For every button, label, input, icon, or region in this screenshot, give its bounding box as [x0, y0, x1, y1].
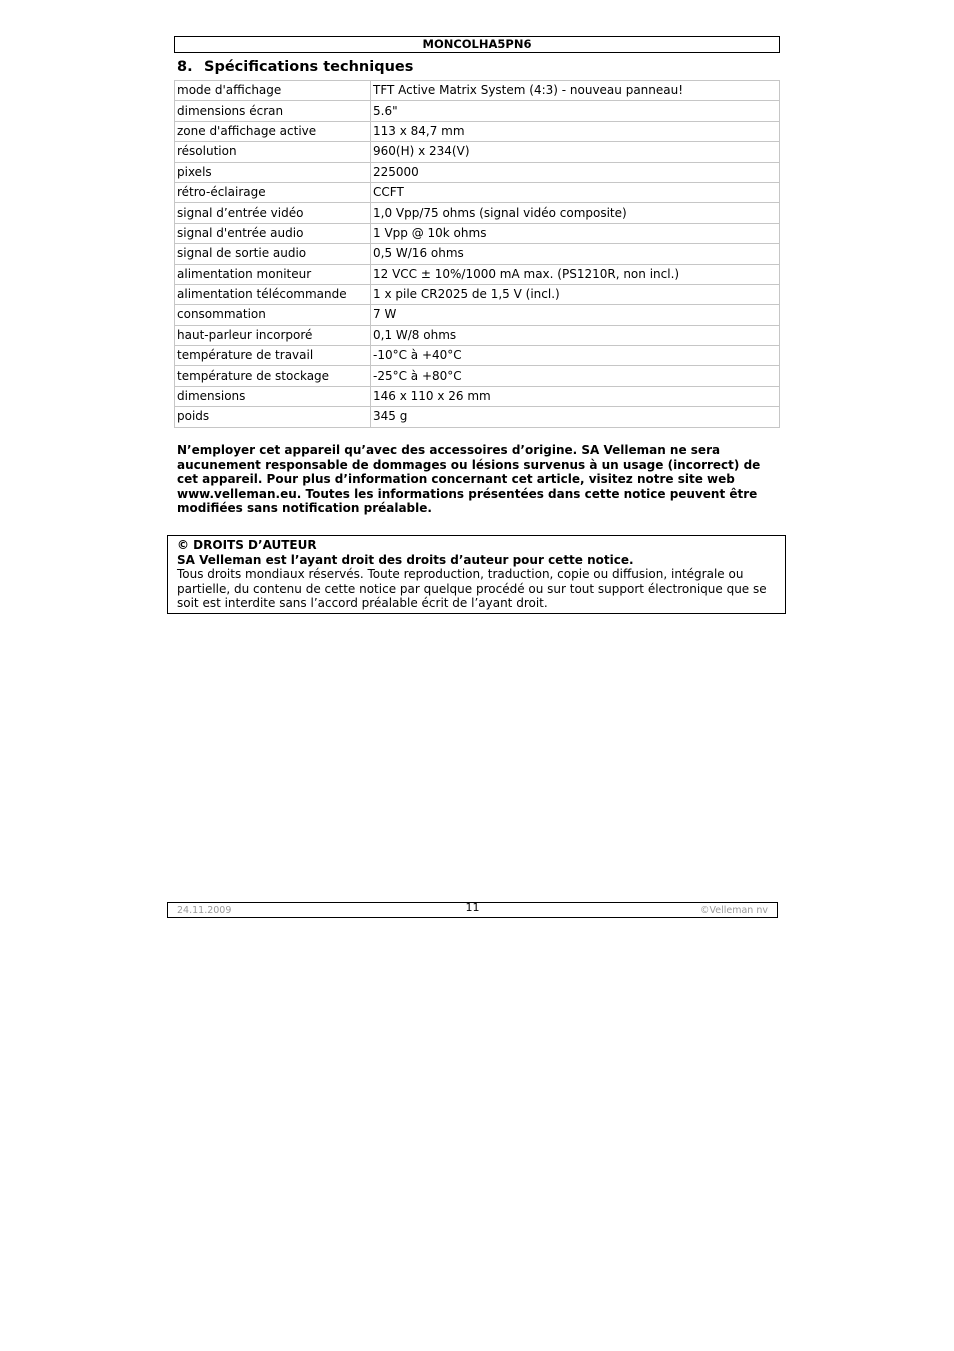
spec-value: 12 VCC ± 10%/1000 mA max. (PS1210R, non incl.): [371, 264, 780, 284]
copyright-line: Tous droits mondiaux réservés. Toute reproduction, traduction, copie ou diffusion, intégrale ou: [177, 567, 744, 582]
spec-row: [175, 325, 780, 345]
spec-label: température de travail: [175, 346, 371, 366]
spec-row: [175, 346, 780, 366]
disclaimer-paragraph: [177, 443, 772, 516]
copyright-line: soit est interdite sans l’accord préalable écrit de l’ayant droit.: [177, 596, 548, 611]
spec-label: résolution: [175, 142, 371, 162]
footer-brand: ©Velleman nv: [700, 905, 768, 916]
spec-row: [175, 244, 780, 264]
model-header: [174, 36, 780, 53]
section-title: [177, 57, 413, 77]
spec-row: [175, 366, 780, 386]
spec-row: [175, 284, 780, 304]
spec-value: 345 g: [371, 407, 780, 427]
spec-label: rétro-éclairage: [175, 182, 371, 202]
copyright-heading: © DROITS D’AUTEUR: [177, 538, 317, 552]
specifications-table: [174, 80, 780, 428]
disclaimer-line: cet appareil. Pour plus d’information concernant cet article, visitez notre site web: [177, 472, 735, 487]
spec-label: poids: [175, 407, 371, 427]
spec-row: [175, 407, 780, 427]
spec-value: 0,1 W/8 ohms: [371, 325, 780, 345]
spec-row: [175, 101, 780, 121]
disclaimer-line: www.velleman.eu. Toutes les informations présentées dans cette notice peuvent être: [177, 486, 758, 501]
spec-value: 1,0 Vpp/75 ohms (signal vidéo composite): [371, 203, 780, 223]
spec-row: [175, 264, 780, 284]
spec-value: 225000: [371, 162, 780, 182]
page-footer: [167, 902, 778, 918]
section-number: 8.: [177, 59, 193, 75]
spec-label: consommation: [175, 305, 371, 325]
spec-label: pixels: [175, 162, 371, 182]
spec-label: mode d'affichage: [175, 81, 371, 101]
page-number: 11: [465, 901, 480, 914]
spec-label: signal de sortie audio: [175, 244, 371, 264]
spec-label: signal d’entrée vidéo: [175, 203, 371, 223]
spec-value: 1 x pile CR2025 de 1,5 V (incl.): [371, 284, 780, 304]
copyright-line: partielle, du contenu de cette notice par quelque procédé ou sur tout support électronique que se: [177, 581, 767, 596]
footer-date: 24.11.2009: [177, 905, 232, 916]
spec-value: -10°C à +40°C: [371, 346, 780, 366]
spec-label: dimensions: [175, 386, 371, 406]
section-title-text: Spécifications techniques: [204, 59, 414, 75]
spec-value: 146 x 110 x 26 mm: [371, 386, 780, 406]
spec-value: 960(H) x 234(V): [371, 142, 780, 162]
disclaimer-line: modifiées sans notification préalable.: [177, 501, 432, 516]
spec-label: haut-parleur incorporé: [175, 325, 371, 345]
spec-label: alimentation télécommande: [175, 284, 371, 304]
spec-value: 1 Vpp @ 10k ohms: [371, 223, 780, 243]
spec-value: 0,5 W/16 ohms: [371, 244, 780, 264]
spec-row: [175, 386, 780, 406]
spec-row: [175, 223, 780, 243]
spec-row: [175, 81, 780, 101]
disclaimer-line: N’employer cet appareil qu’avec des accessoires d’origine. SA Velleman ne sera: [177, 443, 721, 457]
model-name: MONCOLHA5PN6: [422, 37, 532, 51]
spec-label: signal d'entrée audio: [175, 223, 371, 243]
spec-label: dimensions écran: [175, 101, 371, 121]
spec-value: 113 x 84,7 mm: [371, 121, 780, 141]
spec-row: [175, 142, 780, 162]
spec-value: CCFT: [371, 182, 780, 202]
copyright-owner: SA Velleman est l’ayant droit des droits d’auteur pour cette notice.: [177, 552, 634, 567]
spec-row: [175, 182, 780, 202]
spec-row: [175, 121, 780, 141]
spec-label: température de stockage: [175, 366, 371, 386]
spec-value: -25°C à +80°C: [371, 366, 780, 386]
disclaimer-line: aucunement responsable de dommages ou lésions survenus à un usage (incorrect) de: [177, 457, 761, 472]
copyright-notice: [167, 535, 786, 614]
spec-row: [175, 203, 780, 223]
spec-label: zone d'affichage active: [175, 121, 371, 141]
spec-value: TFT Active Matrix System (4:3) - nouveau panneau!: [371, 81, 780, 101]
spec-label: alimentation moniteur: [175, 264, 371, 284]
spec-value: 5.6": [371, 101, 780, 121]
spec-row: [175, 162, 780, 182]
spec-value: 7 W: [371, 305, 780, 325]
spec-row: [175, 305, 780, 325]
